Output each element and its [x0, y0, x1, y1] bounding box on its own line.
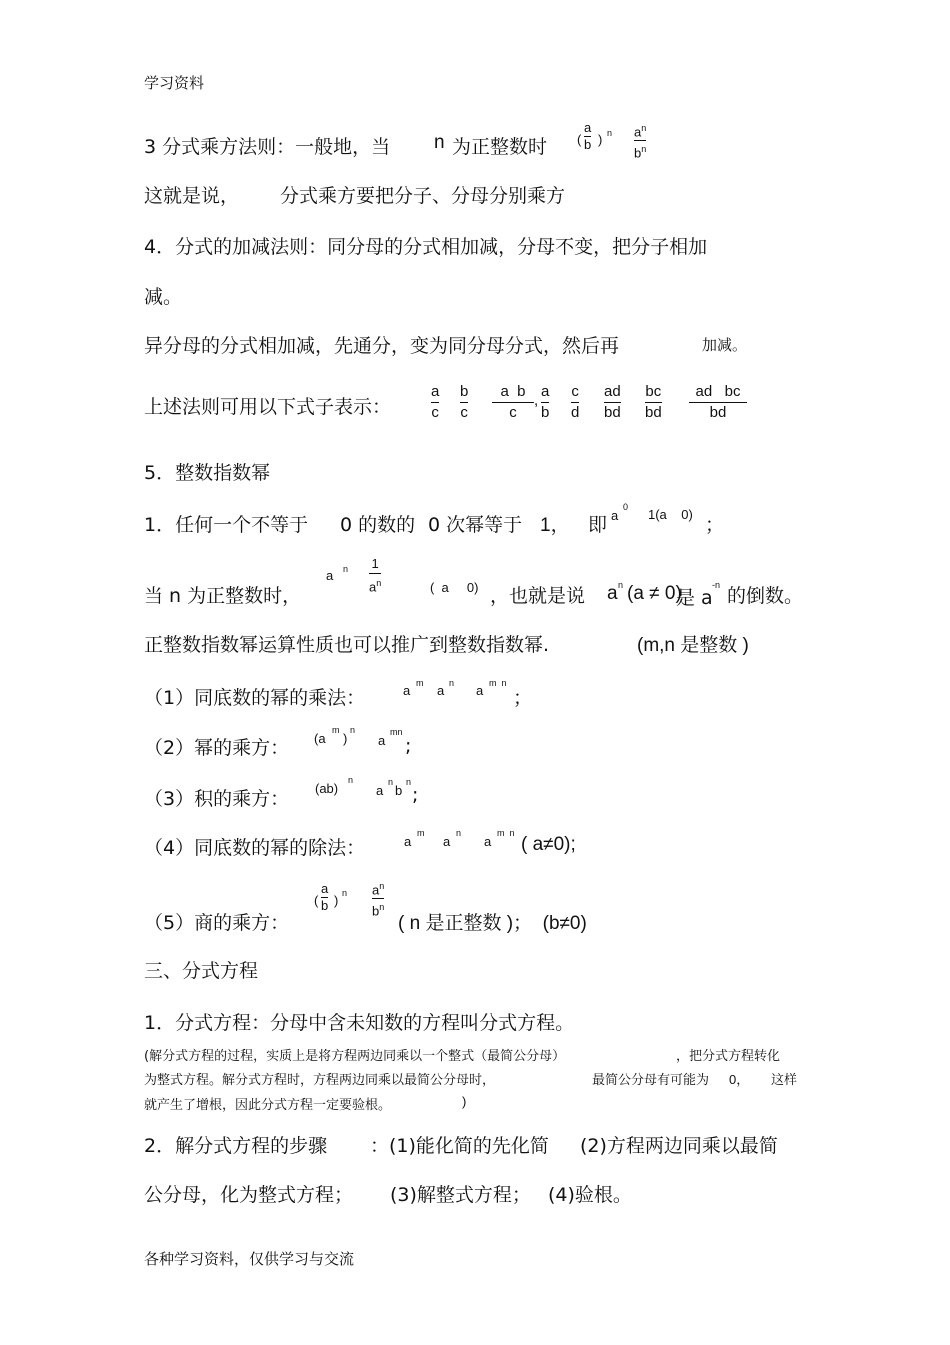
prop2-end: ; [405, 735, 412, 757]
prop5-rhs-fraction [372, 879, 384, 919]
formula-comma: , [534, 392, 539, 409]
prop1-b-exp: n [449, 678, 455, 688]
formula-frac-5 [571, 383, 579, 422]
steps-line1c: (2)方程两边同乘以最简 [580, 1135, 778, 1157]
f4-num: a [541, 383, 550, 400]
rule3-fraction [584, 121, 591, 152]
f3-den: c [509, 404, 517, 421]
prop4-c-exp: m n [497, 828, 515, 838]
prop5-rhs-den: b [372, 903, 380, 919]
s5-r2-an: a [326, 568, 334, 583]
formula-frac-6 [604, 383, 621, 422]
s5-r2-d: (a ≠ 0) [627, 583, 682, 604]
s5-r2-e-exp: -n [712, 580, 721, 590]
note-line2a: 为整式方程。解分式方程时，方程两边同乘以最简公分母时， [144, 1073, 496, 1088]
f8-den: bd [709, 404, 727, 421]
f6-den: bd [604, 404, 621, 421]
prop1-b: a [437, 683, 445, 698]
f7-num: bc [645, 383, 662, 400]
rule3-note-a: 这就是说， [144, 185, 240, 207]
s5-r1-e: 即 [588, 514, 608, 536]
s5-r1-semi: ； [705, 514, 725, 536]
f5-den: d [571, 404, 580, 421]
s5-r2-c-exp: n [618, 580, 624, 590]
rule3-n: n [434, 132, 445, 153]
rule3-rhs-num-exp: n [641, 123, 647, 133]
section5-title: 5．整数指数幂 [144, 462, 271, 484]
prop4-c: a [484, 834, 492, 849]
rule3-rhs-fraction [634, 121, 646, 161]
s5-r2-frac-den-exp: n [376, 578, 382, 588]
note-line1b: ，把分式方程转化 [676, 1049, 781, 1064]
prop5-rhs-num-exp: n [379, 881, 385, 891]
prop2-a: (a [314, 731, 326, 746]
prop5-frac-num: a [321, 881, 329, 896]
s5-r1-a: 1．任何一个不等于 [144, 514, 309, 536]
prop3-a-exp: n [348, 775, 354, 785]
steps-line2c: (4)验根。 [548, 1184, 632, 1206]
prop1-a-exp: m [416, 678, 424, 688]
prop5-paren-left: ( [314, 893, 319, 908]
s5-r2-frac-num: 1 [371, 556, 379, 571]
s5-r2-frac-den: a [369, 579, 377, 595]
s5-r1-exp0: 0 [623, 502, 629, 512]
prop4-a: a [404, 834, 412, 849]
prop2-c: a [378, 733, 386, 748]
s5-r2-a: 当 n 为正整数时， [144, 585, 302, 607]
rule3-frac-den: b [584, 137, 592, 152]
section3-title: 三、分式方程 [144, 960, 259, 982]
f7-den: bd [645, 404, 662, 421]
prop5-end: ( n 是正整数 )； (b≠0) [398, 913, 587, 934]
rule4-line3b: 加减。 [702, 336, 748, 354]
prop1-c-exp: m n [489, 678, 507, 688]
rule4-line1: 4．分式的加减法则：同分母的分式相加减，分母不变，把分子相加 [144, 236, 708, 258]
rule3-paren-right: ) [598, 132, 603, 147]
steps-line2b: (3)解整式方程； [390, 1184, 531, 1206]
prop5-fraction [321, 882, 328, 913]
formula-frac-4 [541, 383, 549, 422]
rule3-tail: 为正整数时 [452, 136, 548, 158]
s5-r1-d: 1， [540, 515, 570, 536]
prop2-paren: ) [343, 731, 348, 746]
page-footer: 各种学习资料，仅供学习与交流 [144, 1250, 355, 1268]
formula-frac-1 [431, 383, 439, 422]
rule3-frac-num: a [584, 120, 592, 135]
formula-frac-3 [492, 383, 534, 422]
f8-num: ad bc [695, 383, 741, 400]
s5-r2-b: ，也就是说 [490, 585, 586, 607]
prop1-a: a [403, 683, 411, 698]
rule4-line3a: 异分母的分式相加减，先通分，变为同分母分式，然后再 [144, 335, 620, 357]
f5-num: c [571, 383, 579, 400]
s5-r3-b: (m,n 是整数 ) [637, 635, 749, 656]
prop1-c: a [476, 683, 484, 698]
steps-line1a: 2．解分式方程的步骤 [144, 1135, 328, 1157]
f1-den: c [431, 404, 439, 421]
f6-num: ad [604, 383, 621, 400]
f2-den: c [460, 404, 468, 421]
prop2-c-exp: mn [390, 727, 403, 737]
prop4-b: a [443, 834, 451, 849]
s5-r3-a: 正整数指数幂运算性质也可以推广到整数指数幂. [144, 634, 550, 656]
steps-line2a: 公分母，化为整式方程； [144, 1184, 354, 1206]
prop5-rhs-den-exp: n [379, 902, 385, 913]
prop2-paren-exp: n [350, 725, 356, 735]
s5-r1-b: 0 的数的 [340, 514, 416, 536]
prop3-c: a [376, 783, 384, 798]
prop4-a-exp: m [417, 828, 425, 838]
f3-num: a b [500, 383, 526, 400]
s5-r2-e: 是 a [676, 587, 713, 609]
note-line1a: (解分式方程的过程，实质上是将方程两边同乘以一个整式（最简公分母） [144, 1049, 566, 1064]
prop5-paren-right: ) [334, 893, 339, 908]
f1-num: a [431, 383, 440, 400]
s5-r2-minus-n: n [343, 564, 349, 574]
prop5-exp: n [342, 888, 348, 898]
rule4-formula-lead: 上述法则可用以下式子表示： [144, 396, 392, 418]
rule3-paren-left: ( [577, 132, 582, 147]
f4-den: b [541, 404, 550, 421]
note-line2c: 0， [729, 1072, 750, 1087]
prop3-label: （3）积的乘方： [144, 788, 290, 810]
prop5-rhs-num: a [372, 882, 380, 898]
note-line3a: 就产生了增根，因此分式方程一定要验根。 [144, 1098, 392, 1113]
prop2-a-exp: m [332, 725, 340, 735]
s5-r2-c: a [607, 583, 618, 604]
rule3-rhs-num: a [634, 124, 642, 140]
page-header: 学习资料 [144, 74, 205, 92]
rule3-rhs-den: b [634, 145, 642, 161]
prop4-b-exp: n [456, 828, 462, 838]
s5-r1-rest: 1(a 0) [648, 507, 693, 522]
prop3-a: (ab) [315, 781, 339, 796]
prop1-end: ； [513, 687, 533, 709]
note-line2b: 最简公分母有可能为 [592, 1073, 710, 1088]
formula-frac-2 [460, 383, 468, 422]
prop2-label: （2）幂的乘方： [144, 737, 290, 759]
prop5-frac-den: b [321, 898, 329, 913]
formula-frac-8 [689, 383, 747, 422]
equation-definition: 1．分式方程：分母中含未知数的方程叫分式方程。 [144, 1012, 575, 1034]
s5-r2-f: 的倒数。 [727, 585, 804, 607]
s5-r2-cond: ( a 0) [430, 580, 479, 595]
prop3-b-exp: n [406, 777, 412, 787]
prop4-end: ( a≠0); [521, 834, 576, 855]
s5-r1-c: 0 次幂等于 [428, 514, 523, 536]
prop5-label: （5）商的乘方： [144, 912, 290, 934]
prop1-label: （1）同底数的幂的乘法： [144, 687, 366, 709]
s5-r1-a0: a [611, 508, 619, 523]
rule3-note-b: 分式乘方要把分子、分母分别乘方 [280, 185, 566, 207]
prop3-end: ; [412, 784, 419, 806]
rule3-rhs-den-exp: n [641, 144, 647, 155]
rule3-lead: 3 分式乘方法则：一般地，当 [144, 136, 391, 158]
steps-line1b: ：(1)能化简的先化简 [370, 1135, 549, 1157]
prop4-label: （4）同底数的幂的除法： [144, 837, 366, 859]
s5-r2-frac [369, 556, 381, 595]
note-line2d: 这样 [771, 1073, 798, 1088]
prop3-c-exp: n [388, 777, 394, 787]
formula-frac-7 [645, 383, 662, 422]
prop3-b: b [395, 783, 403, 798]
note-line3b: ) [462, 1094, 467, 1109]
rule4-line2: 减。 [144, 286, 183, 308]
rule3-exp: n [607, 128, 613, 138]
f2-num: b [460, 383, 469, 400]
